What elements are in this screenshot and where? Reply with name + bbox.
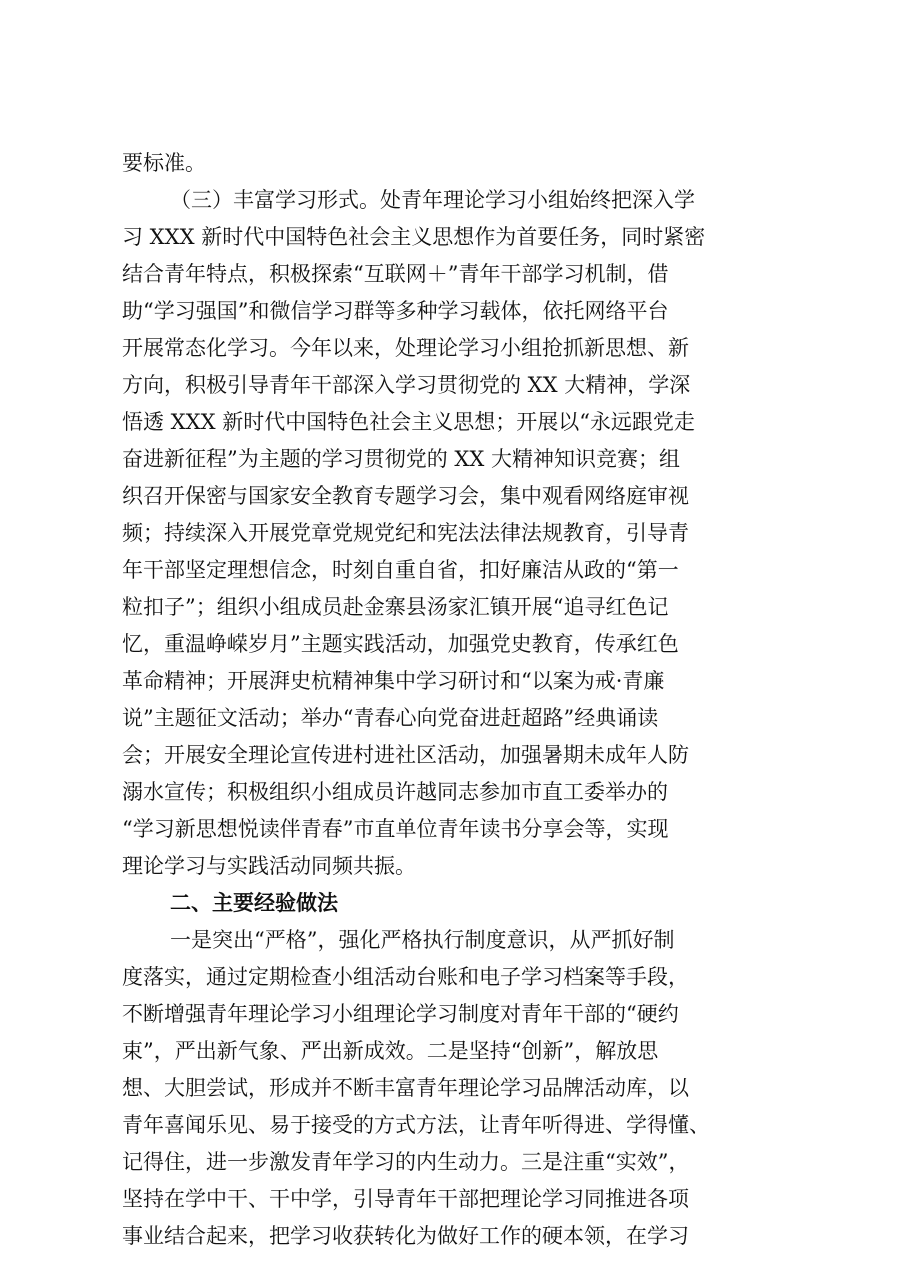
- text-line: 习 XXX 新时代中国特色社会主义思想作为首要任务，同时紧密: [122, 225, 706, 249]
- text-line: 年干部坚定理想信念，时刻自重自省，扣好廉洁从政的“第一: [122, 558, 679, 582]
- text-line: 开展常态化学习。今年以来，处理论学习小组抢抓新思想、新: [122, 336, 689, 360]
- text-line: 一是突出“严格”，强化严格执行制度意识，从严抓好制: [170, 928, 675, 952]
- section-heading: 二、主要经验做法: [170, 890, 338, 915]
- text-line: 青年喜闻乐见、易于接受的方式方法，让青年听得进、学得懂、: [122, 1113, 710, 1137]
- text-line: 说”主题征文活动；举办“青春心向党奋进赶超路”经典诵读: [122, 706, 659, 730]
- text-line: 不断增强青年理论学习小组理论学习制度对青年干部的“硬约: [122, 1002, 679, 1026]
- text-line: 溺水宣传；积极组织小组成员许越同志参加市直工委举办的: [122, 780, 668, 804]
- text-line: 频；持续深入开展党章党规党纪和宪法法律法规教育，引导青: [122, 521, 689, 545]
- text-line: 坚持在学中干、干中学，引导青年干部把理论学习同推进各项: [122, 1187, 689, 1211]
- text-line: 要标准。: [122, 151, 206, 175]
- text-line: 革命精神；开展湃史杭精神集中学习研讨和“以案为戒·青廉: [122, 669, 665, 693]
- text-line: 织召开保密与国家安全教育专题学习会，集中观看网络庭审视: [122, 484, 689, 508]
- text-line: 束”，严出新气象、严出新成效。二是坚持“创新”，解放思: [122, 1039, 659, 1063]
- text-line: 忆，重温峥嵘岁月”主题实践活动，加强党史教育，传承红色: [122, 632, 679, 656]
- text-line: 助“学习强国”和微信学习群等多种学习载体，依托网络平台: [122, 299, 669, 323]
- text-line: 粒扣子”；组织小组成员赴金寨县汤家汇镇开展“追寻红色记: [122, 595, 669, 619]
- text-line: 事业结合起来，把学习收获转化为做好工作的硬本领，在学习: [122, 1224, 689, 1248]
- text-line: 度落实，通过定期检查小组活动台账和电子学习档案等手段，: [122, 965, 689, 989]
- text-line: “学习新思想悦读伴青春”市直单位青年读书分享会等，实现: [122, 817, 669, 841]
- text-line: （三）丰富学习形式。处青年理论学习小组始终把深入学: [170, 188, 695, 212]
- text-line: 记得住，进一步激发青年学习的内生动力。三是注重“实效”，: [122, 1150, 690, 1174]
- text-line: 想、大胆尝试，形成并不断丰富青年理论学习品牌活动库，以: [122, 1076, 689, 1100]
- text-line: 理论学习与实践活动同频共振。: [122, 854, 416, 878]
- text-line: 会；开展安全理论宣传进村进社区活动，加强暑期未成年人防: [122, 743, 689, 767]
- text-line: 悟透 XXX 新时代中国特色社会主义思想；开展以“永远跟党走: [122, 410, 695, 434]
- text-line: 结合青年特点，积极探索“互联网＋”青年干部学习机制，借: [122, 262, 669, 286]
- text-line: 奋进新征程”为主题的学习贯彻党的 XX 大精神知识竞赛；组: [122, 447, 680, 471]
- text-line: 方向，积极引导青年干部深入学习贯彻党的 XX 大精神，学深: [122, 373, 691, 397]
